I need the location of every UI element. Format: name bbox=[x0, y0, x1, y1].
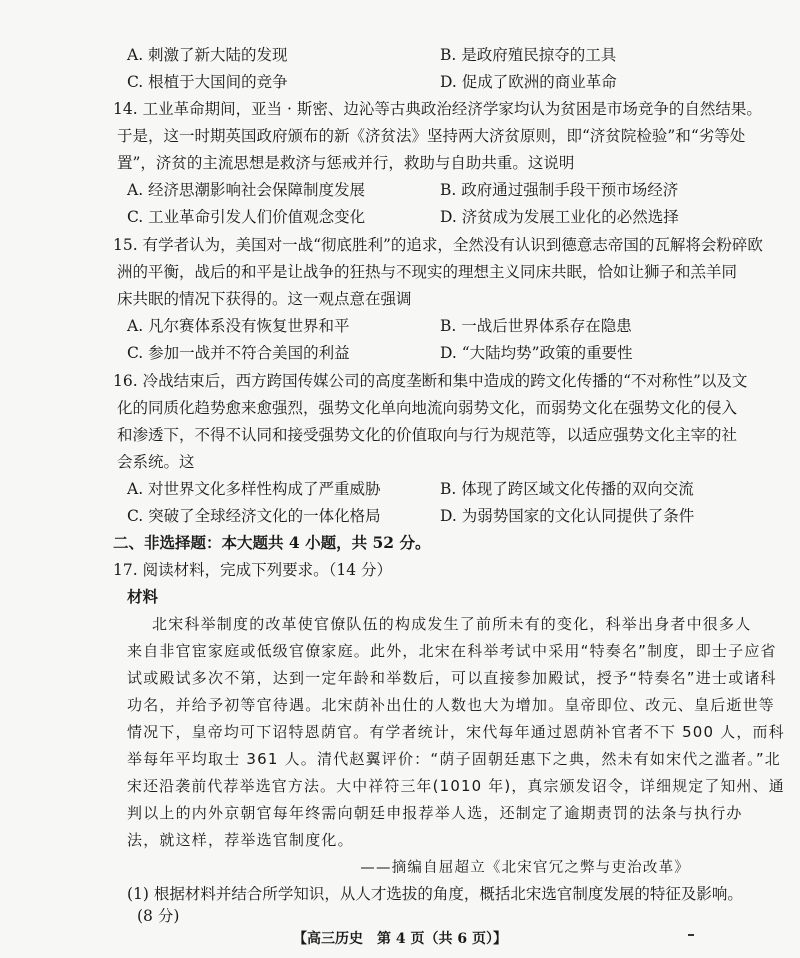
q15-option-a[interactable]: A. 凡尔赛体系没有恢复世界和平 bbox=[127, 317, 350, 335]
material-line-6: 举每年平均取士 361 人。清代赵翼评价：“荫子固朝廷惠下之典，然未有如宋代之滥者。”北 bbox=[127, 750, 782, 768]
q13-option-a[interactable]: A. 刺激了新大陆的发现 bbox=[127, 46, 288, 64]
q16-option-a[interactable]: A. 对世界文化多样性构成了严重威胁 bbox=[127, 480, 381, 498]
material-line-2: 来自非官宦家庭或低级官僚家庭。此外，北宋在科举考试中采用“特奏名”制度，即士子应省 bbox=[127, 642, 777, 660]
q16-option-d[interactable]: D. 为弱势国家的文化认同提供了条件 bbox=[440, 507, 695, 525]
material-line-5: 情况下，皇帝均可下诏特恩荫官。有学者统计，宋代每年通过恩荫补官者不下 500 人，而科 bbox=[127, 723, 785, 741]
q14-option-a[interactable]: A. 经济思潮影响社会保障制度发展 bbox=[127, 181, 366, 199]
q15-option-d[interactable]: D. “大陆均势”政策的重要性 bbox=[440, 344, 633, 362]
corner-mark bbox=[688, 934, 694, 936]
q16-stem-line-2: 化的同质化趋势愈来愈强烈，强势文化单向地流向弱势文化，而弱势文化在强势文化的侵入 bbox=[117, 399, 738, 417]
material-line-8: 判以上的内外京朝官每年终需向朝廷申报荐举人选，还制定了逾期责罚的法条与执行办 bbox=[127, 804, 743, 822]
q15-stem-line-2: 洲的平衡，战后的和平是让战争的狂热与不现实的理想主义同床共眠，恰如让狮子和羔羊同 bbox=[117, 263, 738, 281]
material-label: 材料 bbox=[127, 587, 159, 606]
section-heading: 二、非选择题：本大题共 4 小题，共 52 分。 bbox=[113, 533, 431, 552]
q15-option-c[interactable]: C. 参加一战并不符合美国的利益 bbox=[127, 344, 350, 362]
material-source: ——摘编自屈超立《北宋官冗之弊与吏治改革》 bbox=[360, 860, 690, 876]
q14-stem-line-3: 置”，济贫的主流思想是救济与惩戒并行，救助与自助共重。这说明 bbox=[117, 154, 575, 172]
q15-option-b[interactable]: B. 一战后世界体系存在隐患 bbox=[440, 317, 632, 335]
q16-stem-line-1: 16. 冷战结束后，西方跨国传媒公司的高度垄断和集中造成的跨文化传播的“不对称性”以及文 bbox=[113, 372, 748, 390]
q13-option-b[interactable]: B. 是政府殖民掠夺的工具 bbox=[440, 46, 617, 64]
q17-sub1-line-1: (1) 根据材料并结合所学知识，从人才选拔的角度，概括北宋选官制度发展的特征及影响。 bbox=[127, 885, 743, 903]
q14-stem-line-1: 14. 工业革命期间，亚当 · 斯密、边沁等古典政治经济学家均认为贫困是市场竞争的自然结果。 bbox=[113, 100, 762, 118]
q14-option-b[interactable]: B. 政府通过强制手段干预市场经济 bbox=[440, 181, 679, 199]
q13-option-c[interactable]: C. 根植于大国间的竞争 bbox=[127, 73, 288, 91]
q14-option-d[interactable]: D. 济贫成为发展工业化的必然选择 bbox=[440, 208, 679, 226]
q16-stem-line-3: 和渗透下，不得不认同和接受强势文化的价值取向与行为规范等，以适应强势文化主宰的社 bbox=[117, 426, 738, 444]
q16-option-b[interactable]: B. 体现了跨区域文化传播的双向交流 bbox=[440, 480, 694, 498]
page-footer: 【高三历史 第 4 页（共 6 页）】 bbox=[293, 931, 507, 947]
material-line-9: 法，就这样，荐举选官制度化。 bbox=[127, 831, 354, 849]
q16-stem-line-4: 会系统。这 bbox=[117, 453, 195, 471]
q15-stem-line-1: 15. 有学者认为，美国对一战“彻底胜利”的追求，全然没有认识到德意志帝国的瓦解将会粉碎欧 bbox=[113, 236, 763, 254]
q17-sub1-line-2: (8 分) bbox=[137, 907, 180, 925]
q14-stem-line-2: 于是，这一时期英国政府颁布的新《济贫法》坚持两大济贫原则，即“济贫院检验”和“劣等处 bbox=[117, 127, 746, 145]
q13-option-d[interactable]: D. 促成了欧洲的商业革命 bbox=[440, 73, 617, 91]
material-line-7: 宋还沿袭前代荐举选官方法。大中祥符三年(1010 年)，真宗颁发诏令，详细规定了知州、通 bbox=[127, 777, 785, 795]
q17-intro: 17. 阅读材料，完成下列要求。（14 分） bbox=[113, 561, 392, 579]
q14-option-c[interactable]: C. 工业革命引发人们价值观念变化 bbox=[127, 208, 366, 226]
material-line-4: 功名，并给予初等官待遇。北宋荫补出仕的人数也大为增加。皇帝即位、改元、皇后逝世等 bbox=[127, 696, 776, 714]
q15-stem-line-3: 床共眠的情况下获得的。这一观点意在强调 bbox=[117, 290, 412, 308]
q16-option-c[interactable]: C. 突破了全球经济文化的一体化格局 bbox=[127, 507, 381, 525]
material-line-3: 试或殿试多次不第，达到一定年龄和举数后，可以直接参加殿试，授予“特奏名”进士或诸科 bbox=[127, 669, 777, 687]
material-line-1: 北宋科举制度的改革使官僚队伍的构成发生了前所未有的变化，科举出身者中很多人 bbox=[152, 615, 752, 633]
